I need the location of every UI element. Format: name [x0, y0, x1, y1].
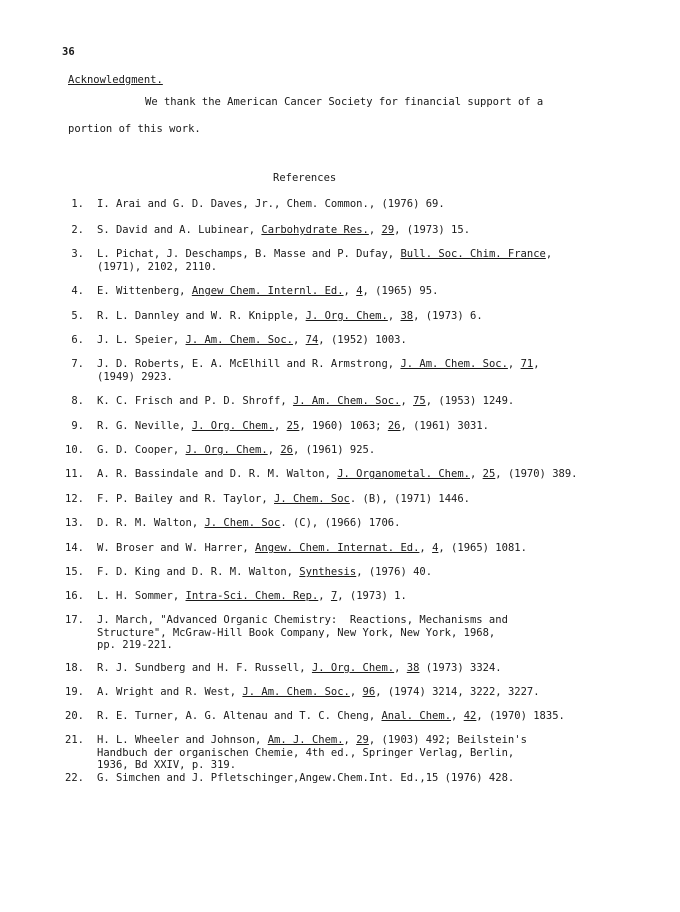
reference-journal-segment: 26 [387, 420, 401, 432]
reference-text [97, 224, 677, 237]
reference-text-segment: G. D. Cooper, [97, 444, 186, 456]
reference-text-segment: I. Arai and G. D. Daves, Jr., Chem. Common., (1976) 69. [97, 198, 445, 210]
reference-journal-segment: 42 [463, 710, 477, 722]
reference-text [97, 334, 677, 347]
reference-text-segment: , [419, 542, 433, 554]
reference-number: 22. [65, 772, 84, 784]
reference-text [97, 686, 677, 699]
reference-journal-segment: 4 [432, 542, 439, 554]
acknowledgment-text-line-2: portion of this work. [68, 123, 201, 135]
reference-text-segment: J. March, "Advanced Organic Chemistry: Reactions, Mechanisms and Structure", McGraw-Hill Book Company, New York, New York, 1968, pp. 219-221. [97, 614, 508, 651]
reference-text [97, 710, 677, 723]
reference-text-segment: , [368, 224, 382, 236]
reference-text-segment: , [349, 686, 363, 698]
reference-text-segment: A. Wright and R. West, [97, 686, 243, 698]
reference-text [97, 310, 677, 323]
reference-text [97, 493, 677, 506]
acknowledgment-heading: Acknowledgment. [68, 74, 163, 86]
reference-journal-segment: 7 [330, 590, 338, 602]
reference-text-segment: G. Simchen and J. Pfletschinger,Angew.Chem.Int. Ed.,15 (1976) 428. [97, 772, 515, 784]
reference-text-segment: , (1952) 1003. [318, 334, 407, 346]
reference-text-segment: , (1949) 2923. [97, 358, 540, 383]
reference-number: 2. [71, 224, 84, 236]
reference-number: 17. [65, 614, 84, 626]
reference-text-segment: , (1953) 1249. [425, 395, 515, 407]
reference-number: 21. [65, 734, 84, 746]
reference-journal-segment: Angew. Chem. Internat. Ed. [255, 542, 420, 554]
reference-text-segment: , [451, 710, 464, 722]
reference-journal-segment: 71 [520, 358, 534, 370]
reference-number: 11. [65, 468, 84, 480]
reference-journal-segment: J. Am. Chem. Soc. [400, 358, 508, 370]
reference-text-segment: , (1965) 1081. [438, 542, 527, 554]
reference-journal-segment: J. Chem. Soc [274, 493, 350, 505]
reference-journal-segment: 75 [413, 395, 426, 407]
reference-journal-segment: Synthesis [299, 566, 357, 578]
reference-journal-segment: J. Organometal. Chem. [337, 468, 470, 480]
reference-number: 15. [65, 566, 84, 578]
reference-text-segment: , (1973) 1. [337, 590, 407, 602]
reference-text-segment: . (B), (1971) 1446. [349, 493, 470, 505]
reference-text-segment: , 1960) 1063; [299, 420, 388, 432]
reference-text [97, 542, 677, 555]
page-number: 36 [62, 46, 75, 58]
references-heading: References [273, 172, 337, 184]
reference-number: 16. [65, 590, 84, 602]
reference-text-segment: R. G. Neville, [97, 420, 192, 432]
reference-text [97, 395, 677, 408]
reference-text-segment: F. P. Bailey and R. Taylor, [97, 493, 275, 505]
reference-number: 19. [65, 686, 84, 698]
reference-text-segment: K. C. Frisch and P. D. Shroff, [97, 395, 293, 407]
reference-text-segment: , (1973) 6. [413, 310, 483, 322]
reference-journal-segment: J. Org. Chem. [185, 444, 268, 456]
reference-journal-segment: Intra-Sci. Chem. Rep. [185, 590, 319, 602]
reference-text [97, 590, 677, 603]
reference-text-segment: , (1971), 2102, 2110. [97, 248, 553, 273]
reference-text-segment: , (1903) 492; Beilstein's Handbuch der organischen Chemie, 4th ed., Springer Verlag, Berlin, 1936, Bd XXIV, p. 319. [97, 734, 527, 771]
reference-journal-segment: J. Org. Chem. [191, 420, 275, 432]
reference-text [97, 517, 677, 530]
reference-text [97, 614, 677, 652]
reference-text [97, 772, 677, 785]
reference-text [97, 662, 677, 675]
reference-text-segment: , [267, 444, 281, 456]
reference-number: 7. [71, 358, 84, 370]
reference-text [97, 248, 677, 273]
reference-text [97, 734, 677, 772]
reference-text-segment: D. R. M. Walton, [97, 517, 205, 529]
reference-number: 10. [65, 444, 84, 456]
reference-journal-segment: J. Am. Chem. Soc. [242, 686, 350, 698]
reference-number: 20. [65, 710, 84, 722]
reference-journal-segment: 26 [280, 444, 294, 456]
reference-text-segment: R. J. Sundberg and H. F. Russell, [97, 662, 312, 674]
reference-journal-segment: 4 [356, 285, 363, 297]
reference-text-segment: , [394, 662, 407, 674]
reference-text [97, 566, 677, 579]
reference-number: 1. [71, 198, 84, 210]
reference-text-segment: , [507, 358, 521, 370]
reference-journal-segment: J. Org. Chem. [305, 310, 388, 322]
reference-text-segment: F. D. King and D. R. M. Walton, [97, 566, 300, 578]
reference-number: 4. [71, 285, 84, 297]
acknowledgment-text-line-1: We thank the American Cancer Society for financial support of a [145, 96, 544, 108]
reference-number: 6. [71, 334, 84, 346]
reference-text-segment: J. D. Roberts, E. A. McElhill and R. Armstrong, [97, 358, 401, 370]
reference-text [97, 198, 677, 211]
reference-text-segment: , (1974) 3214, 3222, 3227. [375, 686, 540, 698]
reference-text-segment: , [469, 468, 483, 480]
reference-text-segment: , (1976) 40. [356, 566, 433, 578]
reference-journal-segment: Bull. Soc. Chim. France [400, 248, 546, 260]
reference-journal-segment: 96 [362, 686, 376, 698]
reference-text-segment: L. Pichat, J. Deschamps, B. Masse and P. Dufay, [97, 248, 401, 260]
reference-text-segment: W. Broser and W. Harrer, [97, 542, 256, 554]
reference-text-segment: R. E. Turner, A. G. Altenau and T. C. Cheng, [97, 710, 382, 722]
reference-journal-segment: J. Am. Chem. Soc. [185, 334, 293, 346]
reference-text-segment: E. Wittenberg, [97, 285, 192, 297]
reference-text-segment: L. H. Sommer, [97, 590, 186, 602]
reference-journal-segment: Am. J. Chem. [267, 734, 344, 746]
reference-number: 5. [71, 310, 84, 322]
reference-text [97, 444, 677, 457]
reference-text-segment: (1973) 3324. [419, 662, 502, 674]
reference-journal-segment: J. Chem. Soc [204, 517, 281, 529]
reference-text-segment: , (1961) 3031. [400, 420, 490, 432]
reference-number: 18. [65, 662, 84, 674]
reference-number: 14. [65, 542, 84, 554]
reference-text-segment: , [387, 310, 401, 322]
reference-text-segment: , [343, 285, 357, 297]
reference-number: 8. [71, 395, 84, 407]
reference-text [97, 285, 677, 298]
reference-journal-segment: 29 [356, 734, 369, 746]
reference-journal-segment: 25 [482, 468, 496, 480]
reference-text-segment: H. L. Wheeler and Johnson, [97, 734, 268, 746]
reference-journal-segment: Anal. Chem. [381, 710, 452, 722]
reference-journal-segment: J. Org. Chem. [311, 662, 395, 674]
reference-number: 3. [71, 248, 84, 260]
reference-number: 9. [71, 420, 84, 432]
reference-text-segment: , (1961) 925. [293, 444, 376, 456]
reference-text-segment: , [343, 734, 357, 746]
reference-text [97, 468, 677, 481]
reference-text-segment: , [292, 334, 306, 346]
reference-journal-segment: 29 [381, 224, 395, 236]
reference-journal-segment: 25 [286, 420, 300, 432]
reference-text-segment: , (1965) 95. [362, 285, 439, 297]
reference-journal-segment: 74 [305, 334, 319, 346]
reference-journal-segment: J. Am. Chem. Soc. [292, 395, 401, 407]
reference-journal-segment: 38 [406, 662, 420, 674]
reference-number: 12. [65, 493, 84, 505]
reference-journal-segment: Angew Chem. Internl. Ed. [191, 285, 344, 297]
reference-text-segment: , (1970) 389. [495, 468, 578, 480]
reference-text-segment: R. L. Dannley and W. R. Knipple, [97, 310, 306, 322]
reference-text-segment: A. R. Bassindale and D. R. M. Walton, [97, 468, 338, 480]
reference-text-segment: , [318, 590, 331, 602]
reference-text-segment: , [400, 395, 414, 407]
reference-text [97, 420, 677, 433]
reference-text-segment: , [274, 420, 287, 432]
reference-text-segment: J. L. Speier, [97, 334, 186, 346]
reference-journal-segment: Carbohydrate Res. [261, 224, 369, 236]
reference-text [97, 358, 677, 383]
reference-text-segment: , (1973) 15. [394, 224, 471, 236]
reference-text-segment: S. David and A. Lubinear, [97, 224, 262, 236]
reference-journal-segment: 38 [400, 310, 414, 322]
reference-number: 13. [65, 517, 84, 529]
reference-text-segment: , (1970) 1835. [476, 710, 565, 722]
reference-text-segment: . (C), (1966) 1706. [280, 517, 401, 529]
